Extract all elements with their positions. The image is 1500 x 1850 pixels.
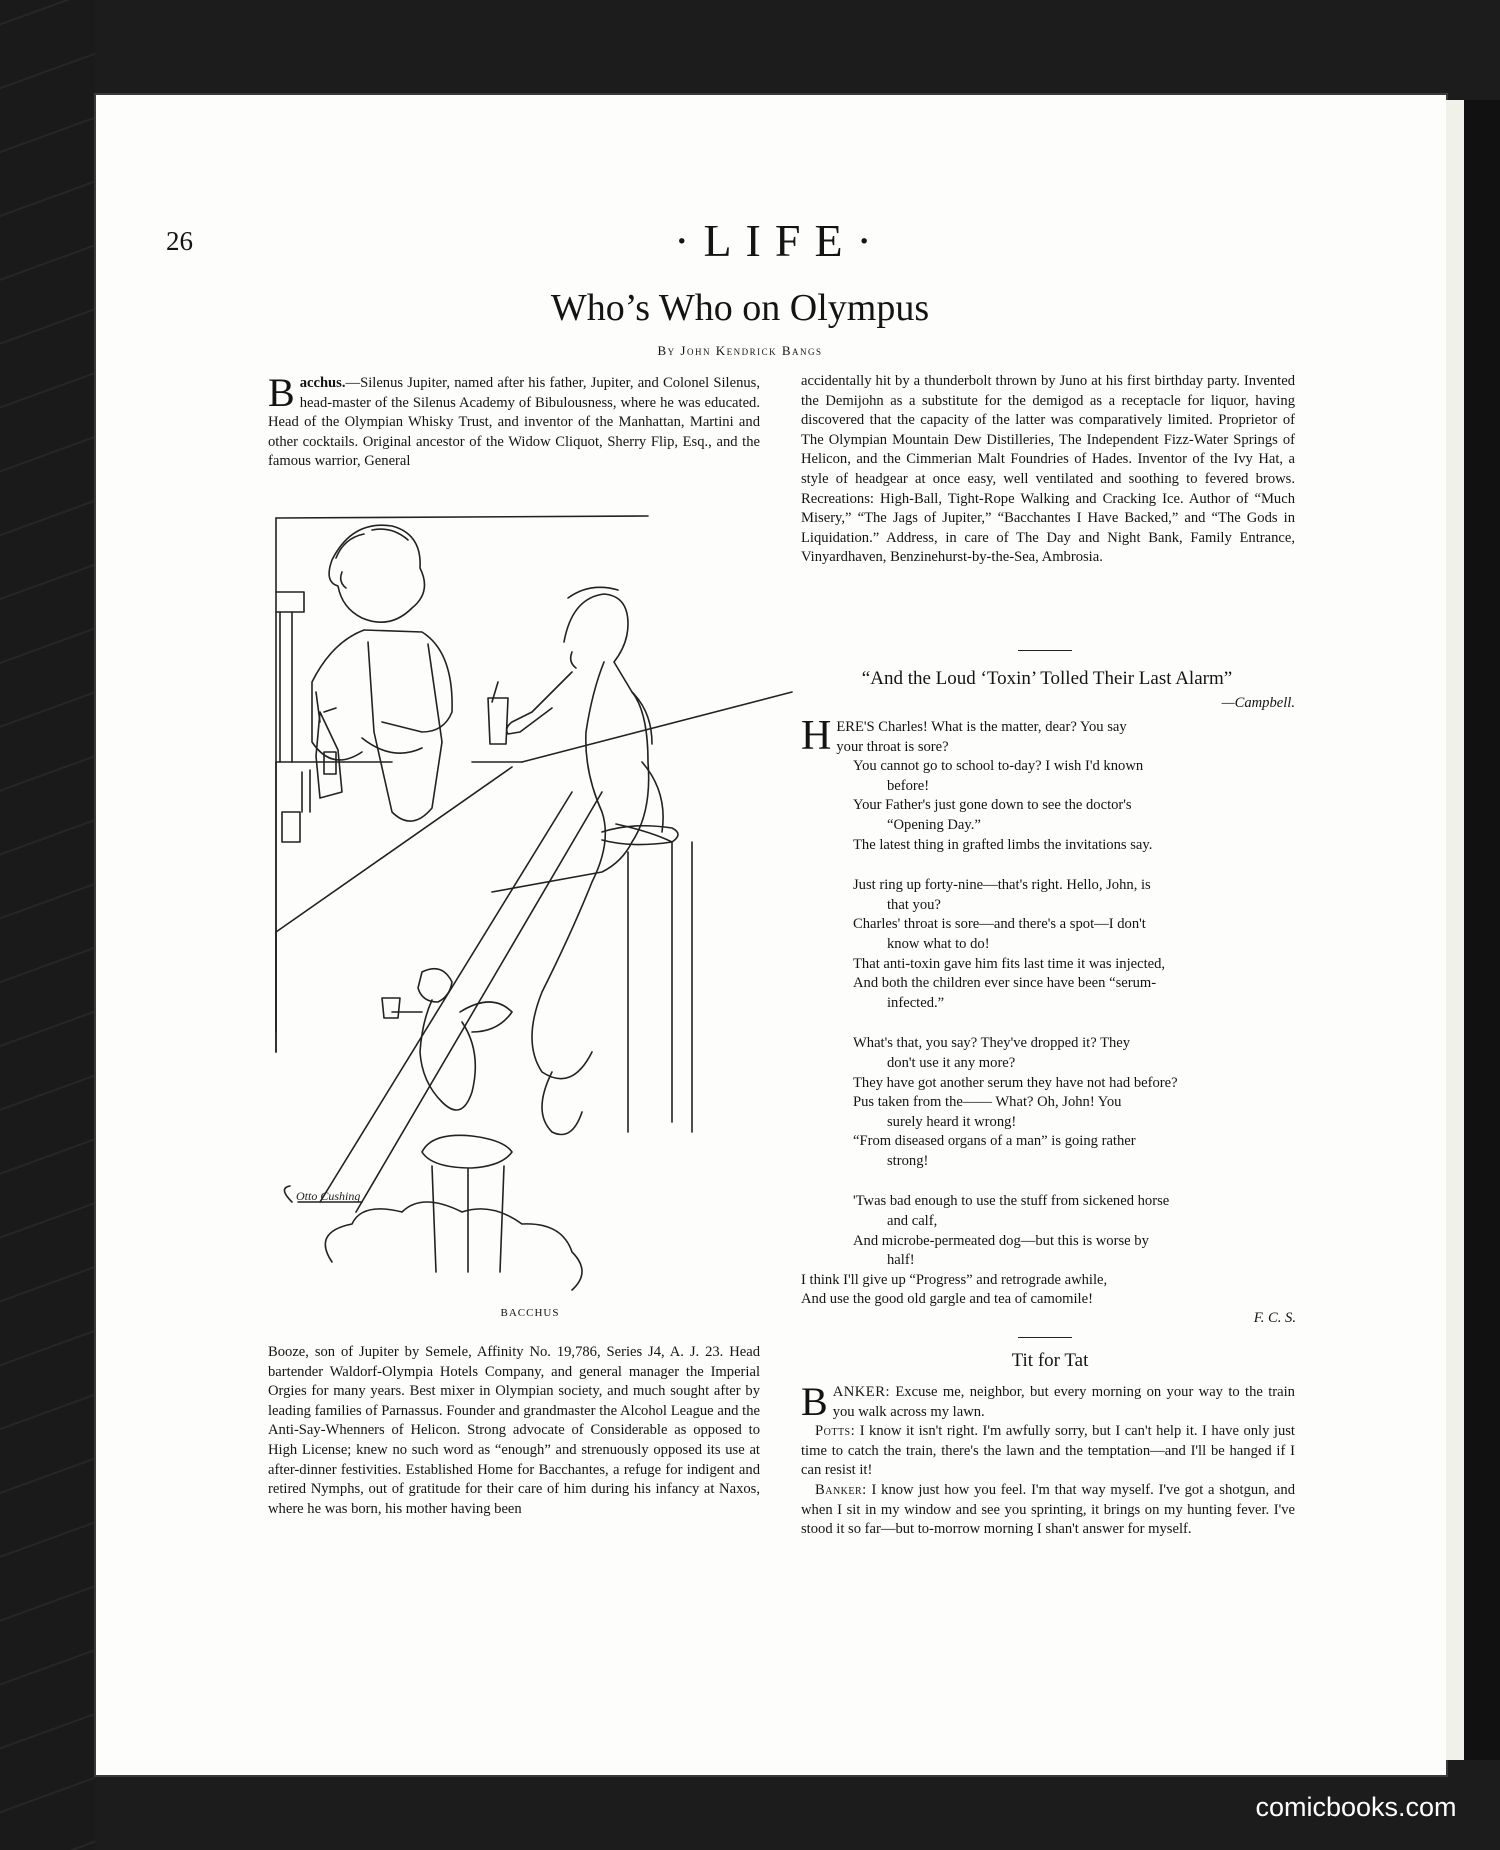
section-divider xyxy=(1018,1337,1072,1338)
lead-name: acchus. xyxy=(299,375,346,391)
poem-line-text: And microbe-permeated dog—but this is worse by xyxy=(853,1232,1149,1249)
dialogue-paragraph xyxy=(801,1379,1295,1424)
poem-line xyxy=(853,1093,1296,1132)
poem-line xyxy=(853,915,1296,954)
page-number: 26 xyxy=(166,226,193,256)
poem-line xyxy=(853,1132,1296,1171)
poem-line-text: You cannot go to school to-day? I wish I'd known xyxy=(853,758,1144,775)
poem-closing-line: I think I'll give up “Progress” and retrograde awhile, xyxy=(801,1271,1108,1288)
poem-line xyxy=(801,713,1296,759)
poem-line-continuation: before! xyxy=(887,777,930,794)
article-continued xyxy=(268,1343,760,1519)
poem-line-continuation: strong! xyxy=(887,1152,929,1169)
drop-cap: B xyxy=(268,370,295,415)
poem-line-text: What's that, you say? They've dropped it? They xyxy=(853,1035,1131,1052)
poem-line-text: “From diseased organs of a man” is going rather xyxy=(853,1133,1136,1150)
dialogue-paragraph xyxy=(801,1422,1295,1481)
drop-cap: B xyxy=(801,1379,828,1424)
dialogue-paragraph xyxy=(801,1481,1295,1540)
poem-line-continuation: that you? xyxy=(887,896,941,913)
poem-line xyxy=(853,757,1296,796)
poem-line-text: 'Twas bad enough to use the stuff from sickened horse xyxy=(853,1193,1170,1210)
poem-line-text: Your Father's just gone down to see the doctor's xyxy=(853,797,1132,814)
article-intro-text: —Silenus Jupiter, named after his father, Jupiter, and Colonel Silenus, head-master of the Silenus Academy of Bibulousness, where he was educated. Head of the Olympian Whisky Trust, and inventor of the Manhattan, Martini and other cocktails. Original ancestor of the Widow Cliquot, Sherry Flip, Esq., and the famous warrior, General xyxy=(268,375,760,470)
speaker-name: Potts: xyxy=(815,1423,856,1440)
poem-line-text: Pus taken from the—— What? Oh, John! You xyxy=(853,1094,1122,1111)
poem xyxy=(801,713,1296,1310)
masthead: ·LIFE· xyxy=(674,215,886,266)
page-edge xyxy=(1446,100,1464,1760)
poem-line-text: ERE'S Charles! What is the matter, dear? You say xyxy=(836,719,1127,735)
poem-line-text: Charles' throat is sore—and there's a spot—I don't xyxy=(853,916,1146,933)
section-divider xyxy=(1018,650,1072,651)
poem-line xyxy=(853,1232,1296,1271)
speaker-name: Banker: xyxy=(815,1481,867,1498)
dialogue-text: I know it isn't right. I'm awfully sorry, but I can't help it. I have only just time to catch the train, there's the lawn and the temptation—and I'll be hanged if I can resist it! xyxy=(801,1423,1295,1479)
poem-line-continuation: know what to do! xyxy=(887,935,990,952)
poem-line-continuation: your throat is sore? xyxy=(836,738,949,755)
poem-line xyxy=(853,955,1296,975)
poem-attribution: —Campbell. xyxy=(1221,695,1295,711)
poem-line xyxy=(853,1192,1296,1231)
tit-for-tat-title: Tit for Tat xyxy=(1011,1350,1089,1371)
tit-for-tat-dialogue xyxy=(801,1379,1295,1540)
poem-line xyxy=(853,876,1296,915)
poem-line-continuation: “Opening Day.” xyxy=(887,816,981,833)
article-intro xyxy=(268,370,760,472)
scan-background-right xyxy=(1464,100,1500,1760)
bacchus-illustration xyxy=(272,512,814,1292)
byline: By John Kendrick Bangs xyxy=(657,343,823,358)
poem-line-continuation: surely heard it wrong! xyxy=(887,1113,1017,1130)
scan-background-left xyxy=(0,0,95,1850)
illustration-caption: BACCHUS xyxy=(500,1307,560,1319)
poem-line xyxy=(853,974,1296,1013)
drop-cap: H xyxy=(801,713,832,759)
poem-line-continuation: half! xyxy=(887,1252,915,1269)
poem-line xyxy=(853,1034,1296,1073)
poem-closing-line: And use the good old gargle and tea of camomile! xyxy=(801,1291,1093,1308)
poem-signature: F. C. S. xyxy=(1253,1310,1296,1326)
poem-line-text: That anti-toxin gave him fits last time it was injected, xyxy=(853,955,1166,972)
poem-line-continuation: don't use it any more? xyxy=(887,1054,1016,1071)
dialogue-text: I know just how you feel. I'm that way myself. I've got a shotgun, and when I sit in my window and see you sprinting, it brings on my hunting fever. I've stood it so far—but to-morrow morning I shan't answer for myself. xyxy=(801,1481,1295,1538)
poem-line-text: They have got another serum they have not had before? xyxy=(853,1074,1178,1091)
poem-line-text: The latest thing in grafted limbs the invitations say. xyxy=(853,836,1153,853)
dialogue-text: Excuse me, neighbor, but every morning on your way to the train you walk across my lawn. xyxy=(832,1384,1295,1420)
poem-line-continuation: and calf, xyxy=(887,1213,938,1230)
poem-line-text: And both the children ever since have been “serum- xyxy=(853,975,1157,992)
poem-line-text: Just ring up forty-nine—that's right. Hello, John, is xyxy=(853,877,1151,894)
poem-title: “And the Loud ‘Toxin’ Tolled Their Last Alarm” xyxy=(861,668,1233,689)
article-conclusion xyxy=(801,372,1295,568)
speaker-name: ANKER: xyxy=(832,1384,891,1400)
poem-line xyxy=(853,836,1296,856)
artist-signature: Otto Cushing xyxy=(296,1189,361,1203)
article-conclusion-text: accidentally hit by a thunderbolt thrown by Juno at his first birthday party. Invented the Demijohn as a substitute for the demigod as a receptacle for liquor, having discovered that the capacity of the latter was comparatively limited. Proprietor of The Olympian Mountain Dew Distilleries, The Independent Fizz-Water Springs of Helicon, and the Cimmerian Malt Foundries of Hades. Inventor of the Ivy Hat, a style of headgear at once easy, well ventilated and soothing to fevered brows. Recreations: High-Ball, Tight-Rope Walking and Cracking Ice. Author of “Much Misery,” “The Jags of Jupiter,” “Bacchantes I Have Backed,” and “The Gods in Liquidation.” Address, in care of The Day and Night Bank, Family Entrance, Vinyardhaven, Benzinehurst-by-the-Sea, Ambrosia. xyxy=(801,373,1295,566)
poem-line-continuation: infected.” xyxy=(887,994,945,1011)
article-intro-paragraph xyxy=(268,370,760,472)
article-title: Who’s Who on Olympus xyxy=(550,287,930,329)
poem-line xyxy=(853,1074,1296,1094)
watermark: comicbooks.com xyxy=(1255,1792,1457,1822)
article-continued-text: Booze, son of Jupiter by Semele, Affinity No. 19,786, Series J4, A. J. 23. Head bartender Waldorf-Olympia Hotels Company, and general manager the Imperial Orgies for many years. Best mixer in Olympian society, and much sought after by leading families of Parnassus. Founder and grandmaster the Alcohol League and the Anti-Say-Whenners of Helicon. Strong advocate of Considerable as opposed to High License; knew no such word as “enough” and strenuously opposed its use at after-dinner festivities. Established Home for Bacchantes, a refuge for indigent and retired Nymphs, out of gratitude for their care of him during his infancy at Naxos, where he was born, his mother having been xyxy=(268,1344,760,1517)
poem-line xyxy=(853,796,1296,835)
